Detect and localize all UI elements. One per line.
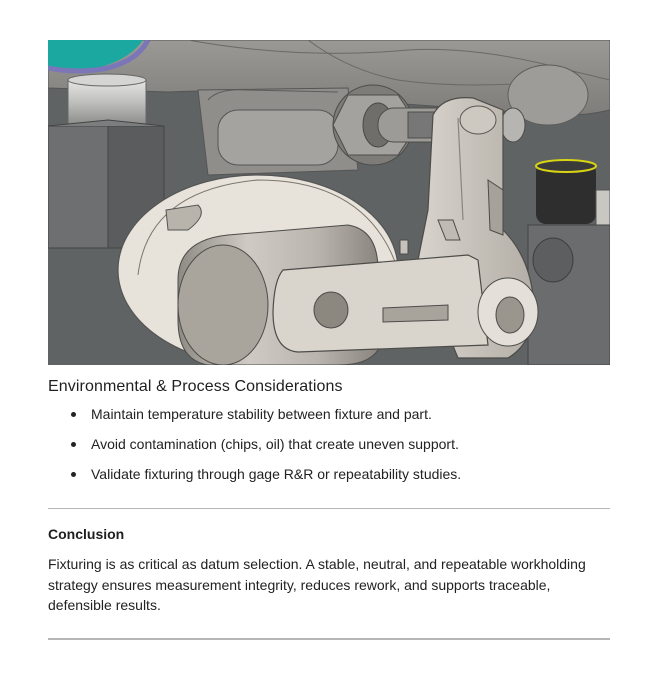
bullet-dot-icon	[71, 472, 76, 477]
considerations-list	[48, 403, 608, 493]
list-item	[48, 463, 608, 493]
list-item-text: Validate fixturing through gage R&R or repeatability studies.	[91, 466, 462, 482]
list-item	[48, 433, 608, 463]
conclusion-heading: Conclusion	[48, 526, 125, 542]
bullet-dot-icon	[71, 442, 76, 447]
cad-fixture-render-image	[48, 40, 610, 365]
list-item-text: Maintain temperature stability between fixture and part.	[91, 406, 432, 422]
list-item	[48, 403, 608, 433]
section-divider	[48, 508, 610, 509]
conclusion-paragraph: Fixturing is as critical as datum selection. A stable, neutral, and repeatable workholding strategy ensures measurement integrity, reduces rework, and supports traceable, defensible results.	[48, 556, 586, 613]
bullet-dot-icon	[71, 412, 76, 417]
bottom-divider	[48, 638, 610, 640]
section-title: Environmental & Process Considerations	[48, 378, 343, 395]
list-item-text: Avoid contamination (chips, oil) that create uneven support.	[91, 436, 459, 452]
